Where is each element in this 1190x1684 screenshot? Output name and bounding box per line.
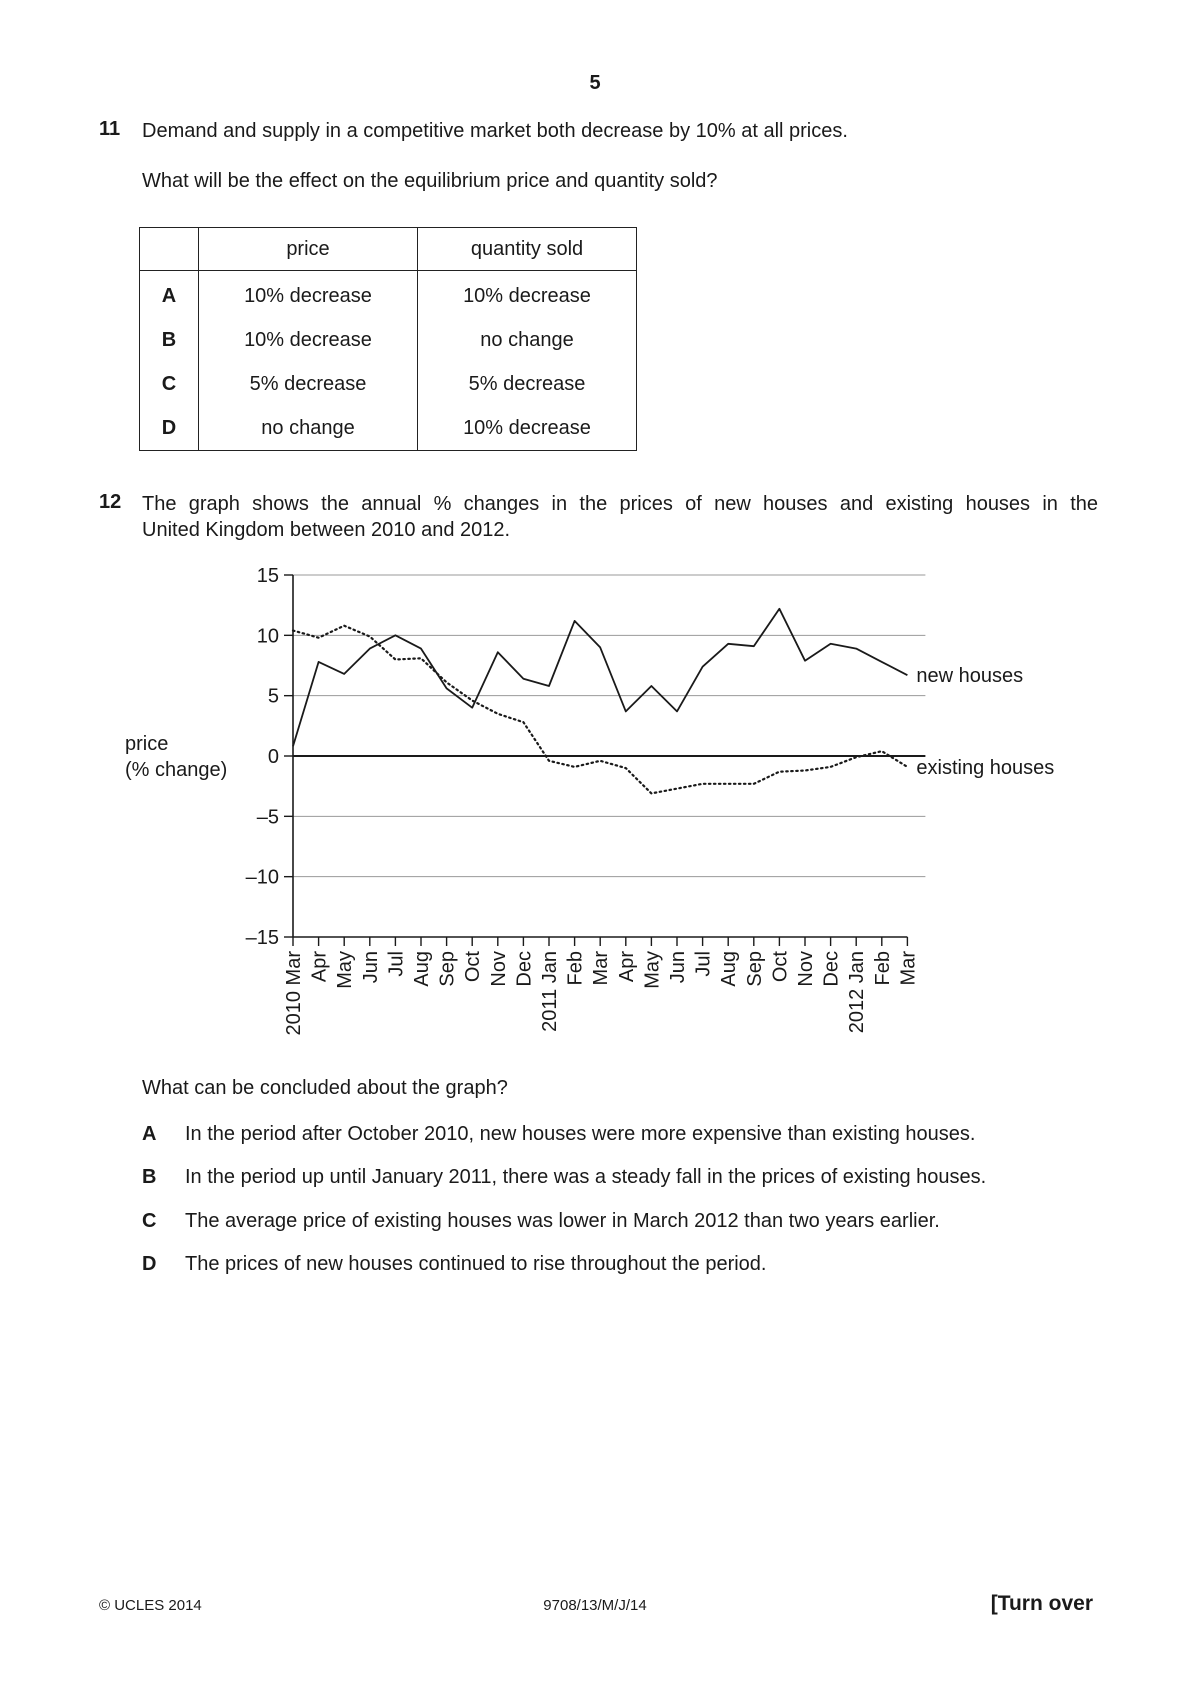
y-axis-label-line1: price (125, 733, 169, 755)
page-number: 5 (589, 72, 601, 94)
x-tick-label: Jul (385, 951, 408, 977)
row-letter: A (140, 271, 199, 319)
series-label-existing-houses: existing houses (916, 757, 1055, 779)
y-tick-label: 15 (256, 565, 279, 587)
question-11-number: 11 (99, 118, 121, 140)
x-tick-label: 2011 Jan (539, 951, 561, 1032)
row-letter: C (140, 362, 199, 406)
option-b-letter: B (142, 1166, 157, 1188)
row-quantity: 10% decrease (463, 284, 591, 307)
x-tick-label: Nov (795, 951, 817, 987)
y-tick-label: 10 (256, 625, 279, 648)
option-c-text: The average price of existing houses was lower in March 2012 than two years earlier. (185, 1210, 940, 1232)
row-letter: B (140, 318, 199, 362)
y-tick-label: –15 (245, 927, 279, 949)
x-tick-label: Aug (411, 951, 433, 987)
footer-code: 9708/13/M/J/14 (543, 1597, 647, 1614)
x-tick-label: Nov (487, 951, 510, 987)
x-tick-label: Feb (871, 951, 894, 986)
series-label-new-houses: new houses (916, 665, 1024, 688)
option-b-text: In the period up until January 2011, there was a steady fall in the prices of existing houses. (185, 1166, 987, 1188)
question-11-text: Demand and supply in a competitive market both decrease by 10% at all prices. (142, 120, 848, 142)
chart-series (293, 609, 1054, 794)
y-tick-label: 0 (267, 746, 279, 768)
table-header-quantity: quantity sold (418, 228, 637, 271)
x-tick-label: Aug (718, 951, 741, 987)
y-axis-label-line2: (% change) (125, 759, 228, 781)
x-tick-label: Jul (692, 951, 715, 977)
question-12-text-line2: United Kingdom between 2010 and 2012. (142, 519, 511, 541)
x-tick-label: 2010 Mar (283, 951, 305, 1036)
series-line-new-houses (293, 609, 907, 747)
y-tick-label: –10 (245, 866, 279, 889)
x-tick-label: Sep (436, 951, 459, 987)
footer-turn-over: [Turn over (990, 1592, 1093, 1615)
x-tick-label: Oct (769, 951, 792, 983)
x-tick-label: Oct (462, 951, 485, 983)
x-tick-label: Feb (564, 951, 587, 986)
x-tick-label: Dec (513, 951, 536, 987)
question-12-text-line1: The graph shows the annual % changes in the prices of new houses and existing houses in the (142, 493, 1098, 515)
row-price: no change (199, 406, 418, 451)
y-axis-ticks (246, 565, 293, 949)
x-tick-label: 2012 Jan (846, 951, 869, 1034)
x-tick-label: Mar (590, 951, 613, 986)
x-tick-label: May (334, 951, 357, 989)
row-price: 10% decrease (199, 271, 418, 319)
x-tick-label: Apr (615, 951, 638, 983)
x-tick-label: Jun (359, 951, 382, 984)
option-d-letter: D (142, 1253, 157, 1275)
option-d-text: The prices of new houses continued to rise throughout the period. (185, 1253, 767, 1275)
row-quantity: no change (480, 328, 574, 351)
option-a-letter: A (142, 1123, 157, 1145)
x-tick-label: May (641, 951, 664, 989)
chart-grid (293, 575, 925, 877)
footer-copyright: © UCLES 2014 (99, 1597, 202, 1614)
y-tick-label: 5 (267, 685, 279, 708)
row-price: 10% decrease (199, 318, 418, 362)
chart-axes (293, 575, 925, 937)
row-quantity: 5% decrease (468, 372, 586, 395)
x-tick-label: Apr (308, 951, 331, 983)
row-quantity: 10% decrease (463, 416, 591, 439)
x-tick-label: Mar (897, 951, 920, 986)
series-line-existing-houses (293, 626, 907, 794)
table-header-price: price (199, 228, 418, 271)
x-tick-label: Sep (743, 951, 766, 987)
question-12-number: 12 (99, 491, 122, 513)
y-tick-label: –5 (256, 806, 279, 829)
x-tick-label: Dec (820, 951, 843, 987)
x-tick-label: Jun (667, 951, 689, 984)
option-c-letter: C (142, 1210, 157, 1232)
x-axis-ticks (283, 937, 919, 1036)
question-12-prompt: What can be concluded about the graph? (142, 1077, 508, 1099)
row-letter: D (140, 406, 199, 451)
option-a-text: In the period after October 2010, new houses were more expensive than existing houses. (185, 1123, 976, 1145)
row-price: 5% decrease (199, 362, 418, 406)
question-11-prompt: What will be the effect on the equilibrium price and quantity sold? (142, 170, 718, 192)
